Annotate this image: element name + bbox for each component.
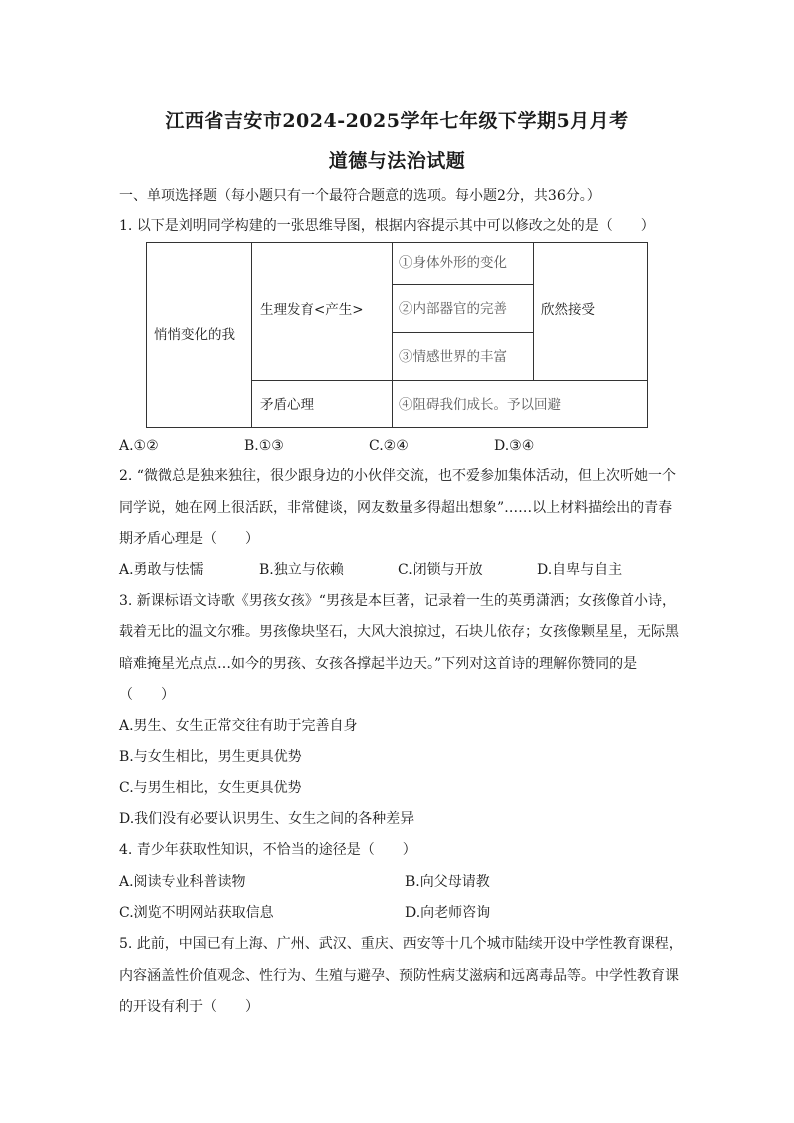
mindmap-item-1: ①身体外形的变化	[399, 255, 507, 271]
q2-option-a: A.勇敢与怯懦	[119, 562, 204, 578]
question-3-line: 3. 新课标语文诗歌《男孩女孩》“男孩是本巨著，记录着一生的英勇潇洒；女孩像首小诗，	[119, 593, 676, 609]
table-border-left	[146, 242, 147, 428]
question-3-line: 暗难掩星光点点…如今的男孩、女孩各撑起半边天。”下列对这首诗的理解你赞同的是	[119, 656, 638, 672]
q1-option-d: D.③④	[494, 438, 535, 454]
q2-option-d: D.自卑与自主	[537, 562, 623, 578]
mind-map-table	[146, 242, 648, 428]
mindmap-item-2: ②内部器官的完善	[399, 301, 507, 317]
question-5-line: 内容涵盖性价值观念、性行为、生殖与避孕、预防性病艾滋病和远离毒品等。中学性教育课	[119, 968, 679, 984]
q1-option-c: C.②④	[369, 438, 409, 454]
q3-option-d: D.我们没有必要认识男生、女生之间的各种差异	[119, 811, 415, 827]
q3-option-b: B.与女生相比，男生更具优势	[119, 749, 302, 765]
table-border-bottom	[146, 427, 648, 428]
page-title: 江西省吉安市2024-2025学年七年级下学期5月月考	[165, 110, 629, 132]
mindmap-item-3: ③情感世界的丰富	[399, 349, 507, 365]
q3-option-a: A.男生、女生正常交往有助于完善自身	[119, 718, 358, 734]
question-5-line: 的开设有利于（ ）	[119, 999, 259, 1015]
question-2-line: 2. “微微总是独来独往，很少跟身边的小伙伴交流，也不爱参加集体活动，但上次听她一个	[119, 468, 676, 484]
question-1-stem: 1. 以下是刘明同学构建的一张思维导图，根据内容提示其中可以修改之处的是（ ）	[119, 218, 655, 234]
mindmap-result: 欣然接受	[541, 302, 595, 318]
question-2-line: 同学说，她在网上很活跃，非常健谈，网友数量多得超出想象”……以上材料描绘出的青春	[119, 500, 673, 516]
q1-option-a: A.①②	[119, 438, 159, 454]
question-2-line: 期矛盾心理是（ ）	[119, 531, 259, 547]
table-divider	[392, 284, 533, 285]
mindmap-branch-conflict: 矛盾心理	[260, 397, 314, 413]
mindmap-root: 悄悄变化的我	[154, 327, 235, 343]
q4-option-a: A.阅读专业科普读物	[119, 874, 246, 890]
table-divider	[251, 380, 648, 381]
section-heading: 一、单项选择题（每小题只有一个最符合题意的选项。每小题2分，共36分。）	[119, 188, 601, 204]
q4-option-d: D.向老师咨询	[405, 905, 491, 921]
table-divider	[392, 332, 533, 333]
q3-option-c: C.与男生相比，女生更具优势	[119, 780, 302, 796]
page-subtitle: 道德与法治试题	[328, 150, 466, 172]
table-border-right	[647, 242, 648, 428]
question-3-line: （ ）	[119, 687, 175, 703]
table-divider	[251, 242, 252, 428]
table-divider	[392, 242, 393, 428]
q2-option-c: C.闭锁与开放	[398, 562, 483, 578]
mindmap-branch-physiology: 生理发育<产生>	[260, 302, 364, 318]
table-divider	[533, 242, 534, 380]
question-3-line: 载着无比的温文尔雅。男孩像块坚石，大风大浪掠过，石块儿依存；女孩像颗星星，无际黑	[119, 624, 679, 640]
question-5-line: 5. 此前，中国已有上海、广州、武汉、重庆、西安等十几个城市陆续开设中学性教育课程，	[119, 936, 683, 952]
q2-option-b: B.独立与依赖	[259, 562, 344, 578]
q4-option-c: C.浏览不明网站获取信息	[119, 905, 274, 921]
q1-option-b: B.①③	[244, 438, 284, 454]
mindmap-item-4: ④阻碍我们成长。予以回避	[399, 397, 561, 413]
table-border-top	[146, 242, 648, 243]
question-4-stem: 4. 青少年获取性知识，不恰当的途径是（ ）	[119, 842, 417, 858]
q4-option-b: B.向父母请教	[405, 874, 490, 890]
